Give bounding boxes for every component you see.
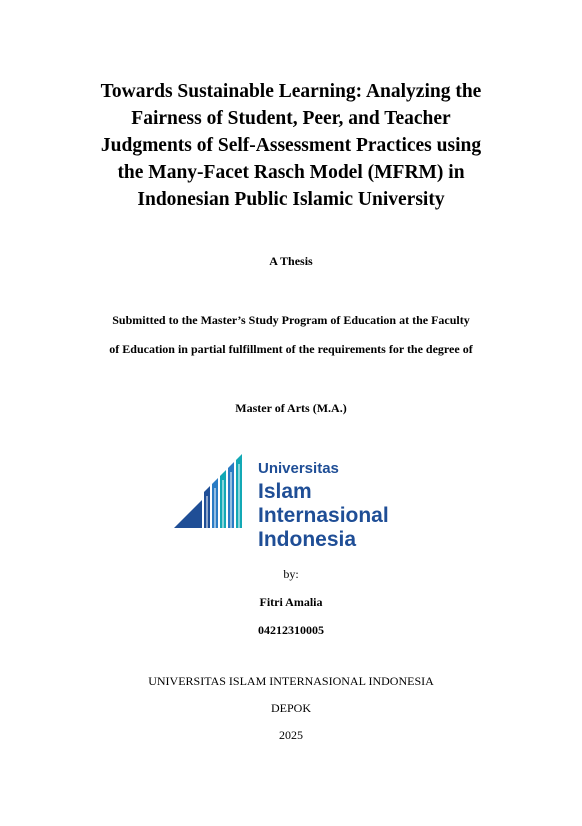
submission-statement-line: Submitted to the Master’s Study Program of Education at the Faculty: [112, 313, 470, 327]
title-line: Fairness of Student, Peer, and Teacher: [131, 108, 451, 129]
institution-name: UNIVERSITAS ISLAM INTERNASIONAL INDONESIA: [148, 674, 434, 688]
logo-wordmark: [258, 460, 444, 552]
title-line: the Many-Facet Rasch Model (MFRM) in: [117, 162, 465, 183]
university-emblem-icon: [174, 454, 246, 530]
logo-line-indonesia: Indonesia: [258, 528, 357, 551]
university-logo: [174, 454, 444, 551]
document-type: A Thesis: [269, 254, 313, 268]
title-line: Indonesian Public Islamic University: [137, 189, 445, 210]
city: DEPOK: [270, 701, 311, 715]
by-label: by:: [283, 567, 299, 581]
title-line: Towards Sustainable Learning: Analyzing the: [100, 81, 482, 102]
thesis-title: [60, 78, 522, 213]
year: 2025: [279, 728, 303, 742]
logo-line-islam-internasional: Islam Internasional: [258, 480, 389, 527]
student-id: 04212310005: [258, 623, 324, 637]
author-name: Fitri Amalia: [259, 595, 323, 609]
degree-name: Master of Arts (M.A.): [235, 401, 347, 415]
logo-line-universitas: Universitas: [258, 460, 339, 477]
submission-statement-line: of Education in partial fulfillment of the requirements for the degree of: [109, 342, 473, 356]
title-line: Judgments of Self-Assessment Practices using: [100, 135, 482, 156]
